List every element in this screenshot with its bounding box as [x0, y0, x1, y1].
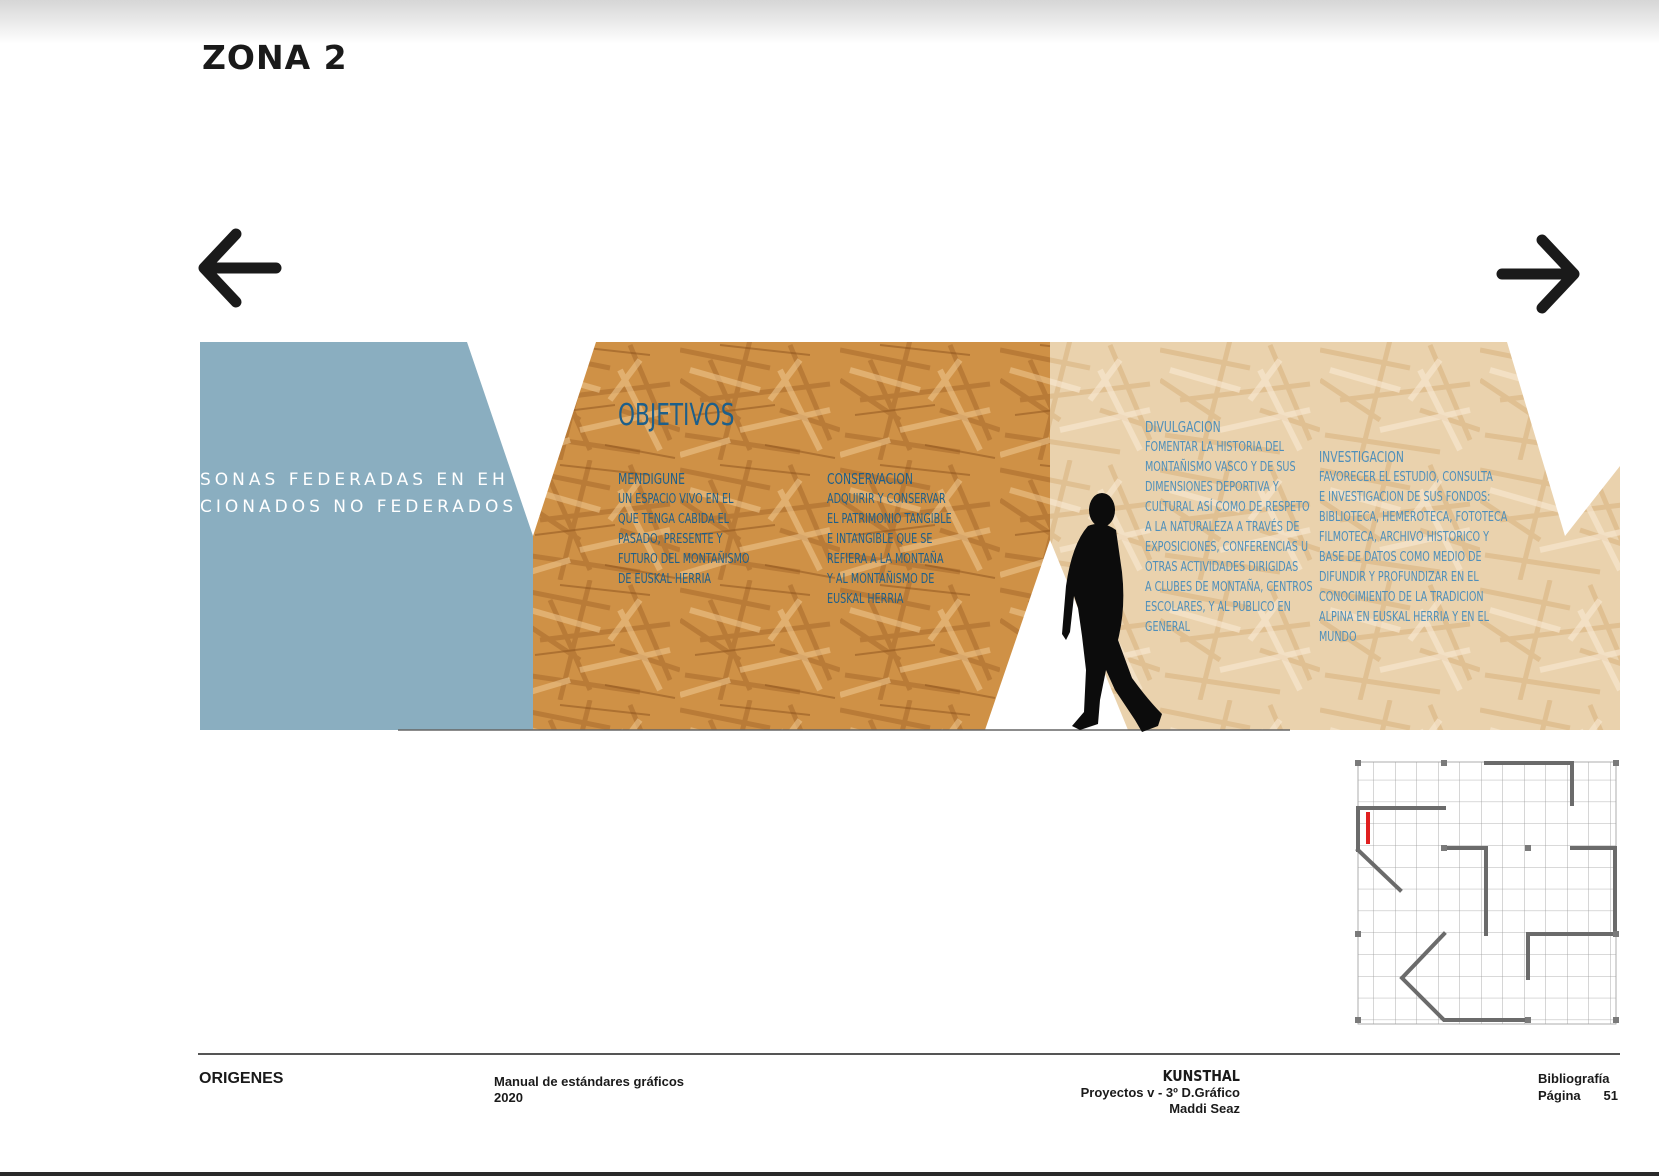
column-body: UN ESPACIO VIVO EN EL QUE TENGA CABIDA EL PASADO, PRESENTE Y FUTURO DEL MONTAÑISMO DE EUSKAL HERRIA — [618, 492, 750, 587]
footer-section-title: ORIGENES — [199, 1070, 284, 1087]
objetivos-title: OBJETIVOS — [618, 398, 735, 433]
right-column-investigacion — [1319, 448, 1573, 648]
page-title: ZONA 2 — [202, 38, 348, 77]
footer-bibliography: Bibliografía — [1538, 1071, 1610, 1086]
footer-page-label: Página — [1538, 1088, 1581, 1103]
column-body: ADQUIRIR Y CONSERVAR EL PATRIMONIO TANGIBLE E INTANGIBLE QUE SE REFIERA A LA MONTAÑA Y AL MONTAÑISMO DE EUSKAL HERRIA — [827, 492, 952, 607]
footer-rule — [198, 1053, 1620, 1055]
footer-course: Proyectos v - 3º D.Gráfico — [1080, 1085, 1240, 1100]
footer-page-info — [1538, 1070, 1618, 1104]
arrow-right-icon[interactable] — [1496, 234, 1582, 314]
objetivos-column-mendigune — [618, 470, 796, 590]
column-body: FAVORECER EL ESTUDIO, CONSULTA E INVESTIGACION DE SUS FONDOS: BIBLIOTECA, HEMEROTECA, FOTOTECA FILMOTECA, ARCHIVO HISTORICO Y BASE DE DATOS COMO MEDIO DE DIFUNDIR Y PROFUNDIZAR EN EL CONOCIMIENTO DE LA TRADICION ALPINA EN EUSKAL HERRIA Y EN EL MUNDO — [1319, 470, 1508, 645]
footer-author: Maddi Seaz — [1169, 1101, 1240, 1116]
blue-panel-text: SONAS FEDERADAS EN EH CIONADOS NO FEDERADOS — [200, 470, 518, 517]
footer-brand-block — [1000, 1068, 1240, 1117]
column-title: INVESTIGACION — [1319, 448, 1404, 466]
floor-plan-minimap — [1352, 758, 1624, 1033]
bottom-edge-bar — [0, 1172, 1659, 1176]
footer-page-number: 51 — [1603, 1088, 1618, 1103]
footer-brand: KUNSTHAL — [1162, 1067, 1240, 1085]
arrow-left-icon[interactable] — [196, 228, 282, 308]
blue-panel — [200, 342, 533, 730]
footer-manual: Manual de estándares gráficos 2020 — [494, 1074, 685, 1105]
column-title: MENDIGUNE — [618, 470, 685, 488]
column-body: FOMENTAR LA HISTORIA DEL MONTAÑISMO VASCO Y DE SUS DIMENSIONES DEPORTIVA Y CULTURAL ASÍ COMO DE RESPETO A LA NATURALEZA A TRAVÉS DE EXPOSICIONES, CONFERENCIAS U OTRAS ACTIVIDADES DIRIGIDAS A CLUBES DE MONTAÑA, CENTROS ESCOLARES, Y AL PUBLICO EN GENERAL — [1145, 440, 1313, 635]
exhibition-wall-elevation — [200, 340, 1620, 740]
column-title: CONSERVACION — [827, 470, 913, 488]
column-title: DIVULGACION — [1145, 418, 1221, 436]
objetivos-column-conservacion — [827, 470, 996, 610]
